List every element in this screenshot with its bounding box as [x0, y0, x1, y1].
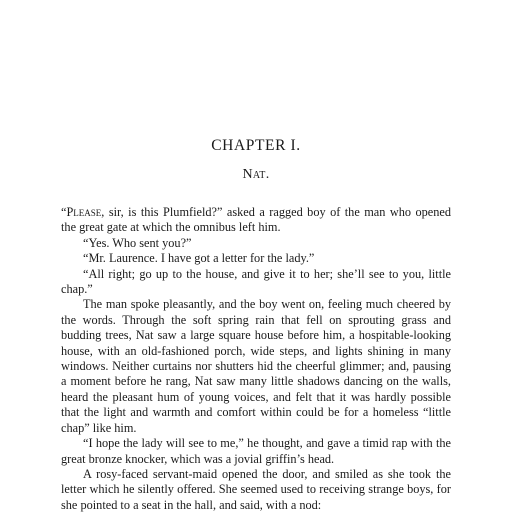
paragraph: “I hope the lady will see to me,” he thought, and gave a timid rap with the great bronze knocker, which was a jovial griffin’s head.	[61, 436, 451, 466]
chapter-body	[61, 205, 451, 513]
paragraph: A rosy-faced servant-maid opened the door, and smiled as she took the letter which he silently offered. She seemed used to receiving strange boys, for she pointed to a seat in the hall, and said, with a nod:	[61, 466, 451, 512]
paragraph: “Yes. Who sent you?”	[83, 235, 192, 250]
paragraph: The man spoke pleasantly, and the boy went on, feeling much cheered by the words. Through the soft spring rain that fell on sprouting grass and budding trees, Nat saw a large square house before him, a hospitable-looking house, with an old-fashioned porch, wide steps, and lights shining in many windows. Neither curtains nor shutters hid the cheerful glimmer; and, pausing a moment before he rang, Nat saw many little shadows dancing on the walls, heard the pleasant hum of young voices, and felt that it was hardly possible that the light and warmth and comfort within could be for a homeless “little chap” like him.	[61, 297, 451, 435]
chapter-title: Nat.	[242, 167, 270, 182]
lead-word: Please,	[66, 205, 105, 219]
paragraph: “All right; go up to the house, and give it to her; she’ll see to you, little chap.”	[61, 266, 451, 297]
paragraph	[61, 205, 451, 236]
paragraph-text: sir, is this Plumfield?” asked a ragged boy of the man who opened the great gate at which the omnibus left him.	[61, 205, 451, 235]
paragraph: “Mr. Laurence. I have got a letter for the lady.”	[83, 251, 315, 266]
open-quote: “	[61, 205, 67, 219]
chapter-heading: CHAPTER I.	[211, 137, 301, 154]
